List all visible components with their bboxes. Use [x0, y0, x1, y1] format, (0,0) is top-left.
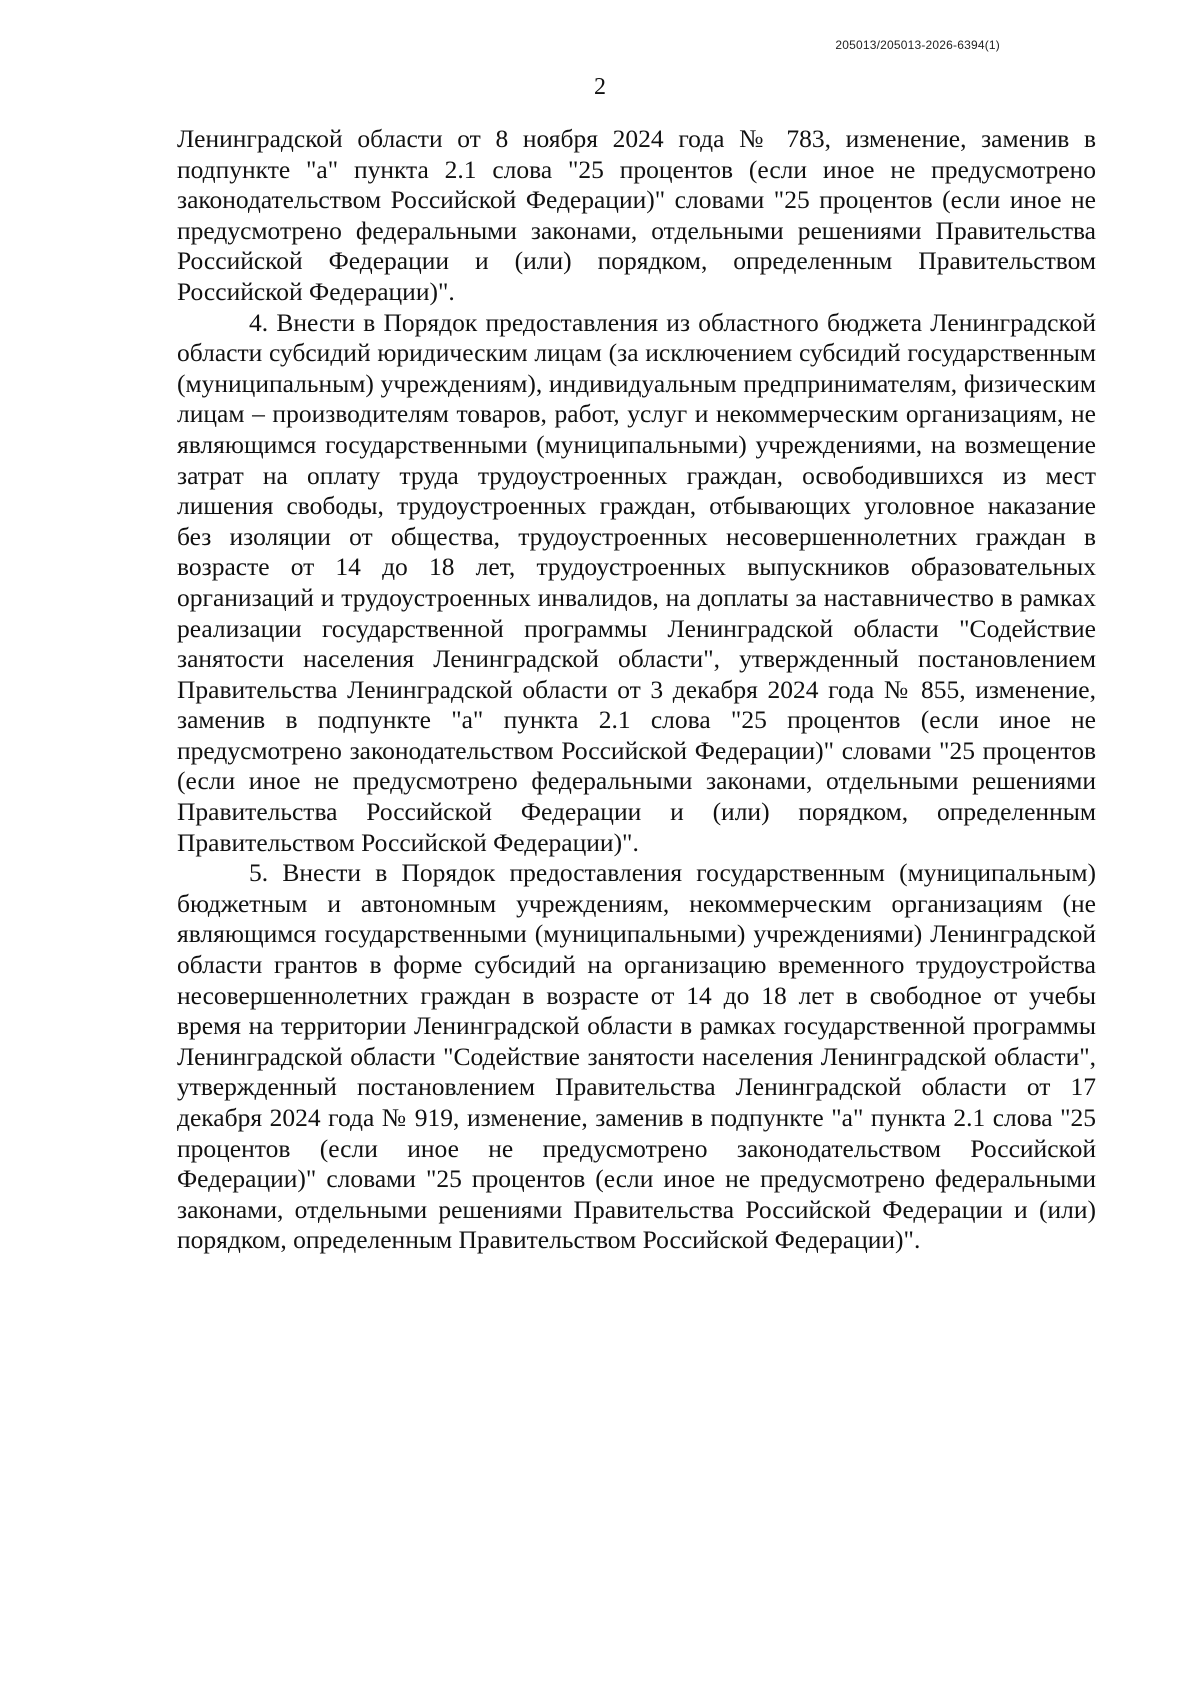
- document-body: [177, 124, 1096, 1256]
- paragraph-item-5: 5. Внести в Порядок предоставления государственным (муниципальным) бюджетным и автономным учреждениям, некоммерческим организациям (не являющимся государственными (муниципальными) учреждениями) Ленинградской области грантов в форме субсидий на организацию временного трудоустройства несовершеннолетних граждан в возрасте от 14 до 18 лет в свободное от учебы время на территории Ленинградской области в рамках государственной программы Ленинградской области "Содействие занятости населения Ленинградской области", утвержденный постановлением Правительства Ленинградской области от 17 декабря 2024 года № 919, изменение, заменив в подпункте "а" пункта 2.1 слова "25 процентов (если иное не предусмотрено законодательством Российской Федерации)" словами "25 процентов (если иное не предусмотрено федеральными законами, отдельными решениями Правительства Российской Федерации и (или) порядком, определенным Правительством Российской Федерации)".: [177, 858, 1096, 1255]
- paragraph-continuation: Ленинградской области от 8 ноября 2024 года № 783, изменение, заменив в подпункте "а" пункта 2.1 слова "25 процентов (если иное не предусмотрено законодательством Российской Федерации)" словами "25 процентов (если иное не предусмотрено федеральными законами, отдельными решениями Правительства Российской Федерации и (или) порядком, определенным Правительством Российской Федерации)".: [177, 124, 1096, 306]
- document-id: 205013/205013-2026-6394(1): [835, 38, 1000, 52]
- paragraph-item-4: 4. Внести в Порядок предоставления из областного бюджета Ленинградской области субсидий юридическим лицам (за исключением субсидий государственным (муниципальным) учреждениям), индивидуальным предпринимателям, физическим лицам – производителям товаров, работ, услуг и некоммерческим организациям, не являющимся государственными (муниципальными) учреждениями, на возмещение затрат на оплату труда трудоустроенных граждан, освободившихся из мест лишения свободы, трудоустроенных граждан, отбывающих уголовное наказание без изоляции от общества, трудоустроенных несовершеннолетних граждан в возрасте от 14 до 18 лет, трудоустроенных выпускников образовательных организаций и трудоустроенных инвалидов, на доплаты за наставничество в рамках реализации государственной программы Ленинградской области "Содействие занятости населения Ленинградской области", утвержденный постановлением Правительства Ленинградской области от 3 декабря 2024 года № 855, изменение, заменив в подпункте "а" пункта 2.1 слова "25 процентов (если иное не предусмотрено законодательством Российской Федерации)" словами "25 процентов (если иное не предусмотрено федеральными законами, отдельными решениями Правительства Российской Федерации и (или) порядком, определенным Правительством Российской Федерации)".: [177, 307, 1096, 857]
- page-number: 2: [594, 74, 606, 100]
